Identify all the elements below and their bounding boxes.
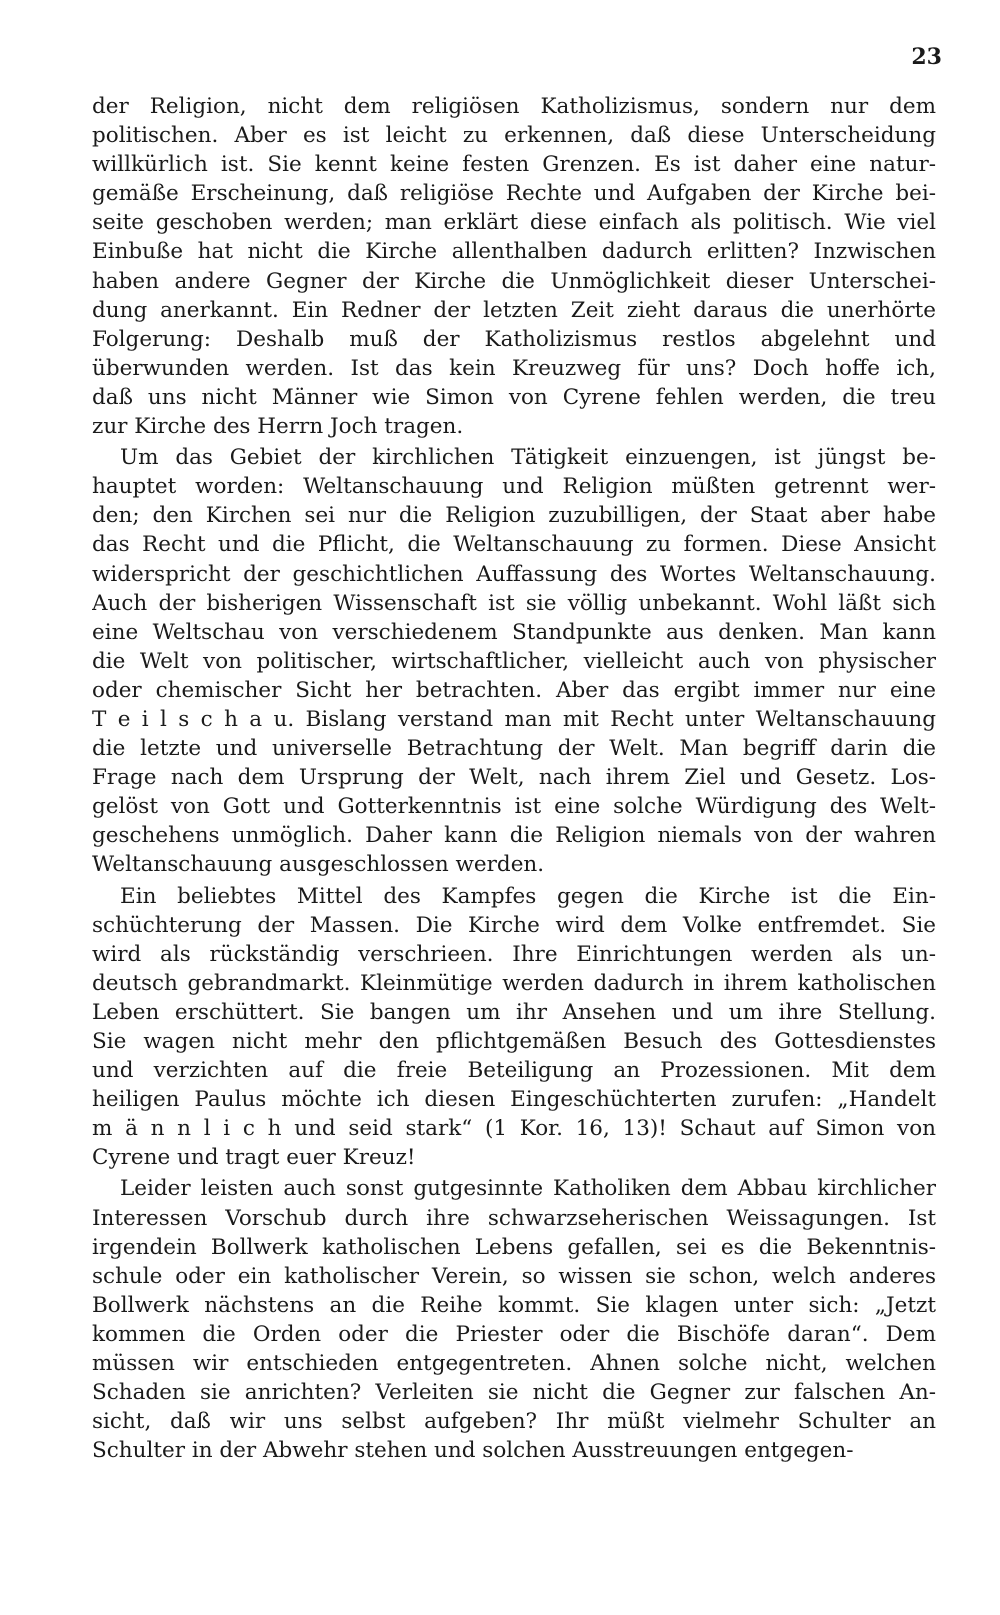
body-text (92, 92, 936, 1465)
text-line: Folgerung: Deshalb muß der Katholizismus restlos abgelehnt und (92, 326, 936, 352)
text-line: Einbuße hat nicht die Kirche allenthalben dadurch erlitten? Inzwischen (92, 239, 936, 265)
text-line: T e i l s c h a u. Bislang verstand man mit Recht unter Weltanschauung (92, 706, 936, 732)
text-line: dung anerkannt. Ein Redner der letzten Zeit zieht daraus die unerhörte (92, 297, 936, 323)
text-line: m ä n n l i c h und seid stark“ (1 Kor. 16, 13)! Schaut auf Simon von (92, 1116, 936, 1142)
text-line: der Religion, nicht dem religiösen Katholizismus, sondern nur dem (92, 94, 936, 119)
text-line: haben andere Gegner der Kirche die Unmöglichkeit dieser Unterschei- (92, 268, 936, 294)
text-line: Weltanschauung ausgeschlossen werden. (92, 852, 545, 878)
paragraph (92, 882, 936, 1173)
text-line: Frage nach dem Ursprung der Welt, nach ihrem Ziel und Gesetz. Los- (92, 765, 936, 791)
text-line: Leben erschüttert. Sie bangen um ihr Ansehen und um ihre Stellung. (92, 999, 936, 1025)
text-line: Leider leisten auch sonst gutgesinnte Katholiken dem Abbau kirchlicher (120, 1176, 936, 1202)
paragraph (92, 92, 936, 441)
text-line: Ein beliebtes Mittel des Kampfes gegen die Kirche ist die Ein- (120, 883, 936, 909)
text-line: geschehens unmöglich. Daher kann die Religion niemals von der wahren (92, 823, 936, 849)
text-line: Um das Gebiet der kirchlichen Tätigkeit einzuengen, ist jüngst be- (120, 445, 936, 471)
text-line: das Recht und die Pflicht, die Weltanschauung zu formen. Diese Ansicht (92, 532, 936, 558)
page-number: 23 (911, 44, 942, 70)
text-line: heiligen Paulus möchte ich diesen Eingeschüchterten zurufen: „Handelt (92, 1087, 936, 1113)
text-line: Bollwerk nächstens an die Reihe kommt. Sie klagen unter sich: „Jetzt (92, 1292, 936, 1318)
text-line: wird als rückständig verschrieen. Ihre Einrichtungen werden als un- (92, 941, 936, 967)
text-line: kommen die Orden oder die Priester oder die Bischöfe daran“. Dem (92, 1321, 936, 1347)
paragraph (92, 443, 936, 879)
text-line: Auch der bisherigen Wissenschaft ist sie völlig unbekannt. Wohl läßt sich (92, 590, 936, 616)
text-line: daß uns nicht Männer wie Simon von Cyrene fehlen werden, die treu (92, 384, 936, 410)
text-line: willkürlich ist. Sie kennt keine festen Grenzen. Es ist daher eine natur- (92, 152, 936, 178)
text-line: gemäße Erscheinung, daß religiöse Rechte und Aufgaben der Kirche bei- (92, 181, 936, 207)
text-line: die letzte und universelle Betrachtung der Welt. Man begriff darin die (92, 736, 936, 762)
text-line: eine Weltschau von verschiedenem Standpunkte aus denken. Man kann (92, 619, 936, 645)
text-line: müssen wir entschieden entgegentreten. Ahnen solche nicht, welchen (92, 1351, 936, 1377)
text-line: den; den Kirchen sei nur die Religion zuzubilligen, der Staat aber habe (92, 503, 936, 529)
paragraph (92, 1174, 936, 1465)
text-line: überwunden werden. Ist das kein Kreuzweg für uns? Doch hoffe ich, (92, 355, 936, 381)
text-line: die Welt von politischer, wirtschaftlicher, vielleicht auch von physischer (92, 648, 936, 674)
text-line: und verzichten auf die freie Beteiligung an Prozessionen. Mit dem (92, 1058, 936, 1084)
text-line: seite geschoben werden; man erklärt diese einfach als politisch. Wie viel (92, 210, 936, 236)
text-line: schule oder ein katholischer Verein, so wissen sie schon, welch anderes (92, 1263, 936, 1289)
text-line: irgendein Bollwerk katholischen Lebens gefallen, sei es die Bekenntnis- (92, 1234, 936, 1260)
text-line: Schulter in der Abwehr stehen und solchen Ausstreuungen entgegen- (92, 1438, 854, 1464)
text-line: widerspricht der geschichtlichen Auffassung des Wortes Weltanschauung. (92, 561, 936, 587)
text-line: deutsch gebrandmarkt. Kleinmütige werden dadurch in ihrem katholischen (92, 970, 936, 996)
text-line: schüchterung der Massen. Die Kirche wird dem Volke entfremdet. Sie (92, 912, 936, 938)
text-line: Interessen Vorschub durch ihre schwarzseherischen Weissagungen. Ist (92, 1205, 936, 1231)
text-line: politischen. Aber es ist leicht zu erkennen, daß diese Unterscheidung (92, 123, 936, 149)
text-line: Cyrene und tragt euer Kreuz! (92, 1145, 416, 1171)
text-line: oder chemischer Sicht her betrachten. Aber das ergibt immer nur eine (92, 677, 936, 703)
text-line: gelöst von Gott und Gotterkenntnis ist eine solche Würdigung des Welt- (92, 794, 936, 820)
text-line: Schaden sie anrichten? Verleiten sie nicht die Gegner zur falschen An- (92, 1380, 936, 1406)
text-line: Sie wagen nicht mehr den pflichtgemäßen Besuch des Gottesdienstes (92, 1029, 936, 1054)
text-line: hauptet worden: Weltanschauung und Religion müßten getrennt wer- (92, 474, 936, 500)
text-line: sicht, daß wir uns selbst aufgeben? Ihr müßt vielmehr Schulter an (92, 1409, 936, 1435)
text-line: zur Kirche des Herrn Joch tragen. (92, 414, 464, 440)
